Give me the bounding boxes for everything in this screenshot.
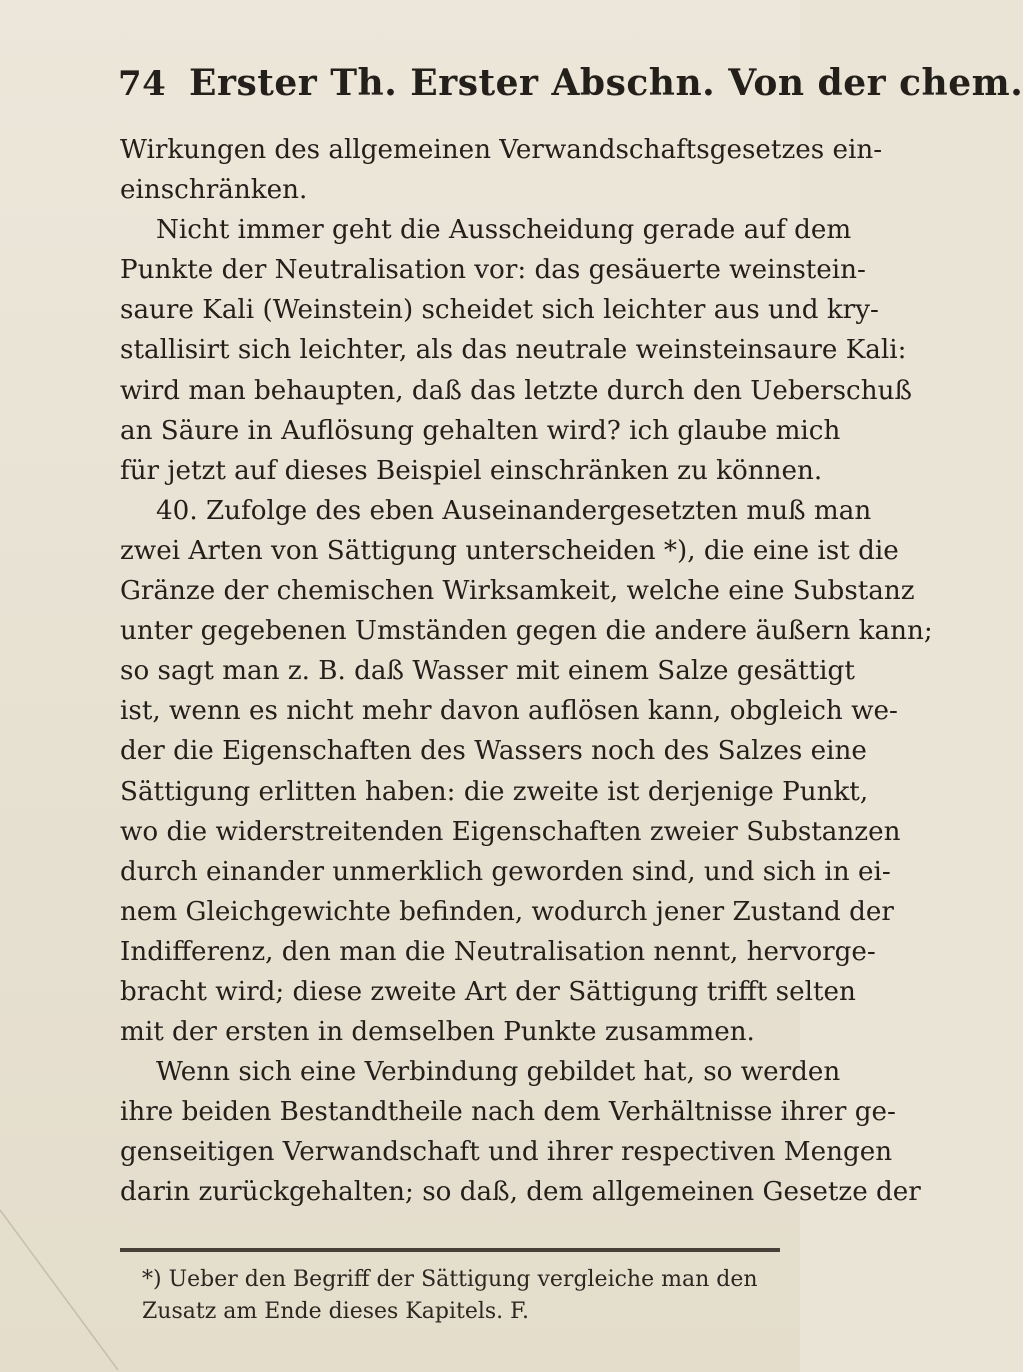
body-line: einschränken. [120,175,308,206]
body-line: so sagt man z. B. daß Wasser mit einem Salze gesättigt [120,656,855,687]
paper-fold-mark [0,1210,120,1372]
body-line: an Säure in Auflösung gehalten wird? ich glaube mich [120,415,841,446]
body-line: mit der ersten in demselben Punkte zusammen. [120,1017,755,1048]
page-number: 74 [118,64,167,104]
body-line: genseitigen Verwandschaft und ihrer respectiven Mengen [120,1137,893,1168]
body-line: Wirkungen des allgemeinen Verwandschaftsgesetzes ein- [120,135,883,165]
body-line: Indifferenz, den man die Neutralisation nennt, hervorge- [120,936,876,967]
body-line: wird man behaupten, daß das letzte durch den Ueberschuß [120,375,912,406]
running-head: Erster Th. Erster Abschn. Von der chem. [189,62,1023,104]
body-line: durch einander unmerklich geworden sind, und sich in ei- [120,856,891,887]
body-line: ihre beiden Bestandtheile nach dem Verhältnisse ihrer ge- [120,1097,896,1128]
body-line: zwei Arten von Sättigung unterscheiden *), die eine ist die [120,535,899,566]
body-line: wo die widerstreitenden Eigenschaften zweier Substanzen [120,816,901,847]
body-line: stallisirt sich leichter, als das neutrale weinsteinsaure Kali: [120,335,907,366]
body-line: unter gegebenen Umständen gegen die andere äußern kann; [120,616,933,647]
body-line: ist, wenn es nicht mehr davon auflösen kann, obgleich we- [120,696,898,727]
body-line: Punkte der Neutralisation vor: das gesäuerte weinstein- [120,255,866,286]
footnote [142,1264,782,1328]
body-line: für jetzt auf dieses Beispiel einschränken zu können. [120,455,823,486]
body-line: Wenn sich eine Verbindung gebildet hat, so werden [156,1057,841,1088]
body-line: der die Eigenschaften des Wassers noch des Salzes eine [120,736,867,767]
body-line: Gränze der chemischen Wirksamkeit, welche eine Substanz [120,576,915,607]
body-line: 40. Zufolge des eben Auseinandergesetzten muß man [156,495,872,526]
page-header [118,62,1023,112]
body-line: darin zurückgehalten; so daß, dem allgemeinen Gesetze der [120,1177,921,1208]
body-line: bracht wird; diese zweite Art der Sättigung trifft selten [120,976,856,1007]
footnote-line: Zusatz am Ende dieses Kapitels. F. [142,1299,529,1324]
body-line: saure Kali (Weinstein) scheidet sich leichter aus und kry- [120,295,879,326]
body-line: Sättigung erlitten haben: die zweite ist derjenige Punkt, [120,776,869,807]
footnote-divider [120,1248,780,1252]
body-line: Nicht immer geht die Ausscheidung gerade auf dem [156,215,852,246]
body-text [120,130,933,1213]
footnote-line: *) Ueber den Begriff der Sättigung vergleiche man den [142,1267,758,1292]
body-line: nem Gleichgewichte befinden, wodurch jener Zustand der [120,896,894,927]
